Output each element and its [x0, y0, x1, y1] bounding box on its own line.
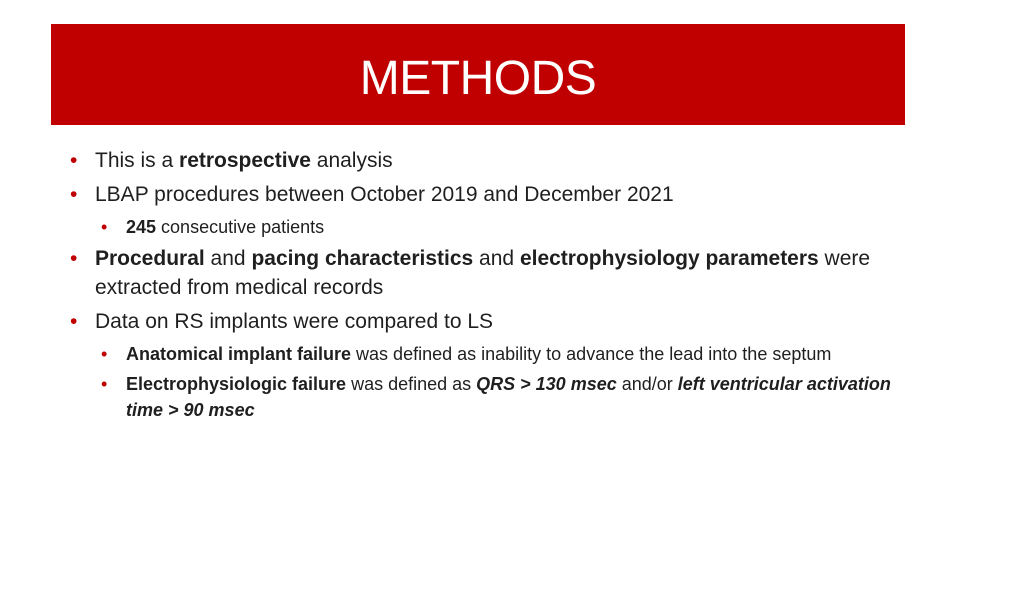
text-segment: LBAP procedures between October 2019 and December 2021 [95, 183, 674, 206]
bullet-text [95, 310, 493, 333]
title-banner [51, 24, 905, 125]
bullet-item [70, 307, 900, 336]
bullet-text [95, 247, 870, 299]
bullet-item [70, 180, 900, 209]
bullet-dot-icon: • [101, 374, 108, 394]
text-segment: Procedural [95, 247, 205, 270]
bullet-text [126, 344, 831, 364]
text-segment: pacing characteristics [251, 247, 474, 270]
bullet-dot-icon: • [70, 149, 78, 172]
bullet-dot-icon: • [70, 183, 78, 206]
text-segment: This is a [95, 149, 180, 172]
bullet-dot-icon: • [70, 310, 78, 333]
text-segment: Electrophysiologic failure [126, 374, 347, 394]
sub-bullet-item [101, 341, 900, 367]
bullet-text [95, 149, 393, 172]
sub-bullet-item [101, 371, 900, 423]
text-segment: was defined as [346, 374, 477, 394]
text-segment: consecutive patients [156, 217, 325, 237]
text-segment: Anatomical implant failure [126, 344, 352, 364]
text-segment: 245 [126, 217, 157, 237]
bullet-text [126, 217, 324, 237]
text-segment: electrophysiology parameters [519, 247, 819, 270]
text-segment: QRS > 130 msec [476, 374, 617, 394]
text-segment: was defined as inability to advance the lead into the septum [351, 344, 832, 364]
bullet-item [70, 244, 900, 302]
bullet-list [70, 146, 900, 427]
text-segment: retrospective [179, 149, 311, 172]
sub-bullet-item [101, 214, 900, 240]
bullet-dot-icon: • [70, 247, 78, 270]
text-segment: and [204, 247, 252, 270]
bullet-dot-icon: • [101, 217, 108, 237]
bullet-text [95, 183, 674, 206]
text-segment: and/or [616, 374, 678, 394]
bullet-item [70, 146, 900, 175]
bullet-dot-icon: • [101, 344, 108, 364]
text-segment: were extracted from medical records [95, 247, 871, 299]
bullet-text [126, 374, 891, 420]
text-segment: analysis [310, 149, 393, 172]
text-segment: left ventricular activation time > 90 msec [126, 374, 891, 420]
text-segment: Data on RS implants were compared to LS [95, 310, 494, 333]
text-segment: and [473, 247, 520, 270]
slide-title: METHODS [359, 51, 597, 105]
